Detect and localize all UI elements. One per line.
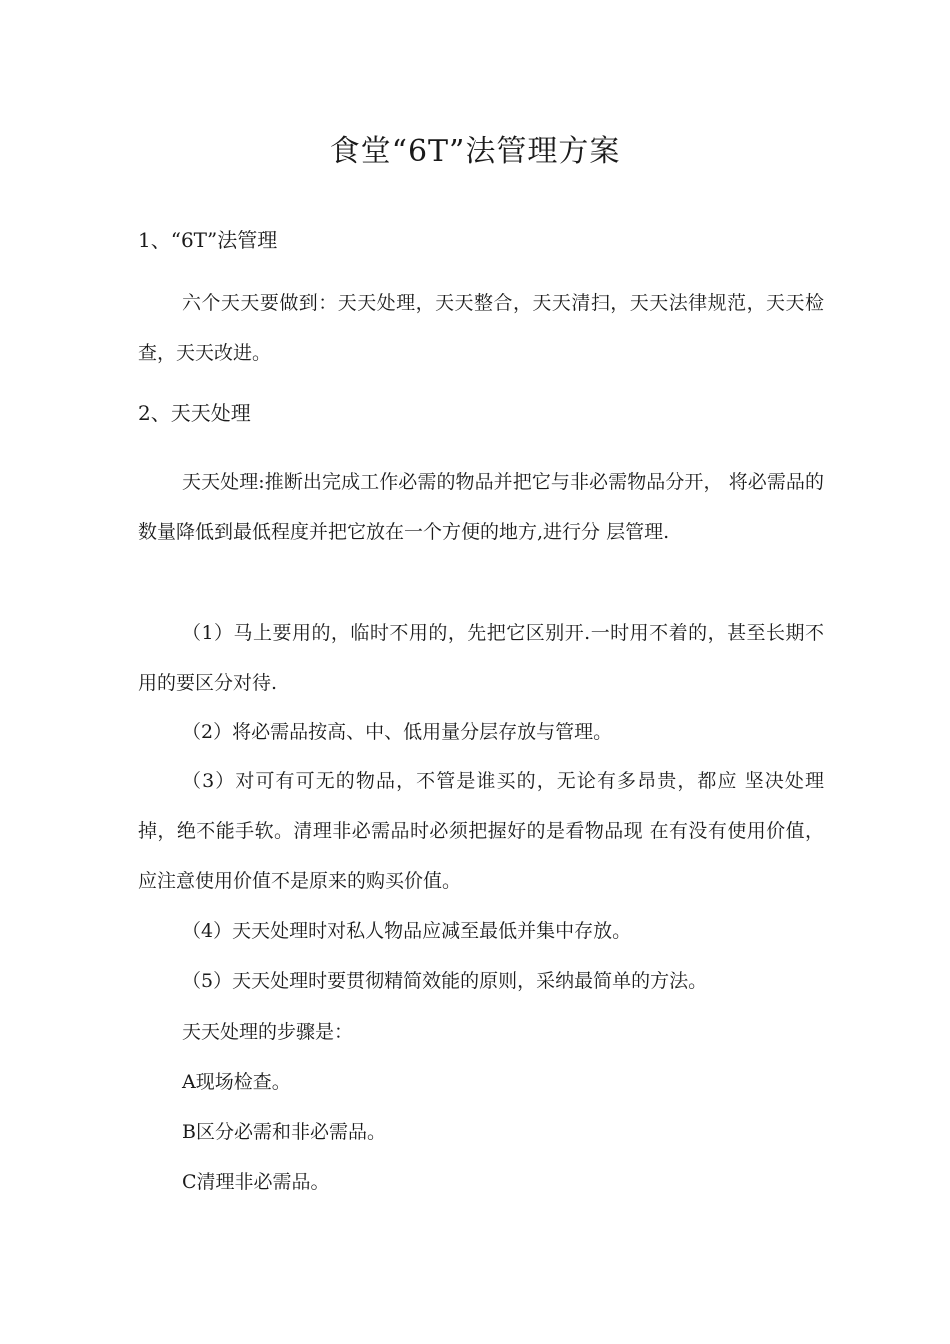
document-title: 食堂“6T”法管理方案: [329, 134, 621, 169]
list-item-4: （4）天天处理时对私人物品应减至最低并集中存放。: [182, 920, 632, 942]
paragraph-daily-processing: 天天处理:推断出完成工作必需的物品并把它与非必需物品分开， 将必需品的数量降低到最低程度并把它放在一个方便的地方,进行分 层管理.: [138, 471, 824, 543]
paragraph-six-dailies: 六个天天要做到：天天处理，天天整合，天天清扫，天天法律规范，天天检查，天天改进。: [138, 292, 824, 364]
list-item-3: （3）对可有可无的物品，不管是谁买的，无论有多昂贵，都应 坚决处理掉，绝不能手软。清理非必需品时必须把握好的是看物品现 在有没有使用价值，应注意使用价值不是原来的购买价值。: [138, 770, 824, 892]
list-item-1: （1）马上要用的，临时不用的，先把它区别开.一时用不着的，甚至长期不用的要区分对待.: [138, 622, 824, 694]
section-heading-daily-processing: 2、天天处理: [138, 401, 251, 425]
section-heading-6t: 1、“6T”法管理: [138, 228, 278, 252]
step-a: A现场检查。: [182, 1071, 291, 1093]
list-item-5: （5）天天处理时要贯彻精简效能的原则，采纳最简单的方法。: [182, 970, 708, 992]
step-b: B区分必需和非必需品。: [182, 1121, 386, 1143]
step-c: C清理非必需品。: [182, 1171, 330, 1193]
steps-intro: 天天处理的步骤是：: [182, 1021, 354, 1043]
list-item-2: （2）将必需品按高、中、低用量分层存放与管理。: [182, 721, 613, 743]
